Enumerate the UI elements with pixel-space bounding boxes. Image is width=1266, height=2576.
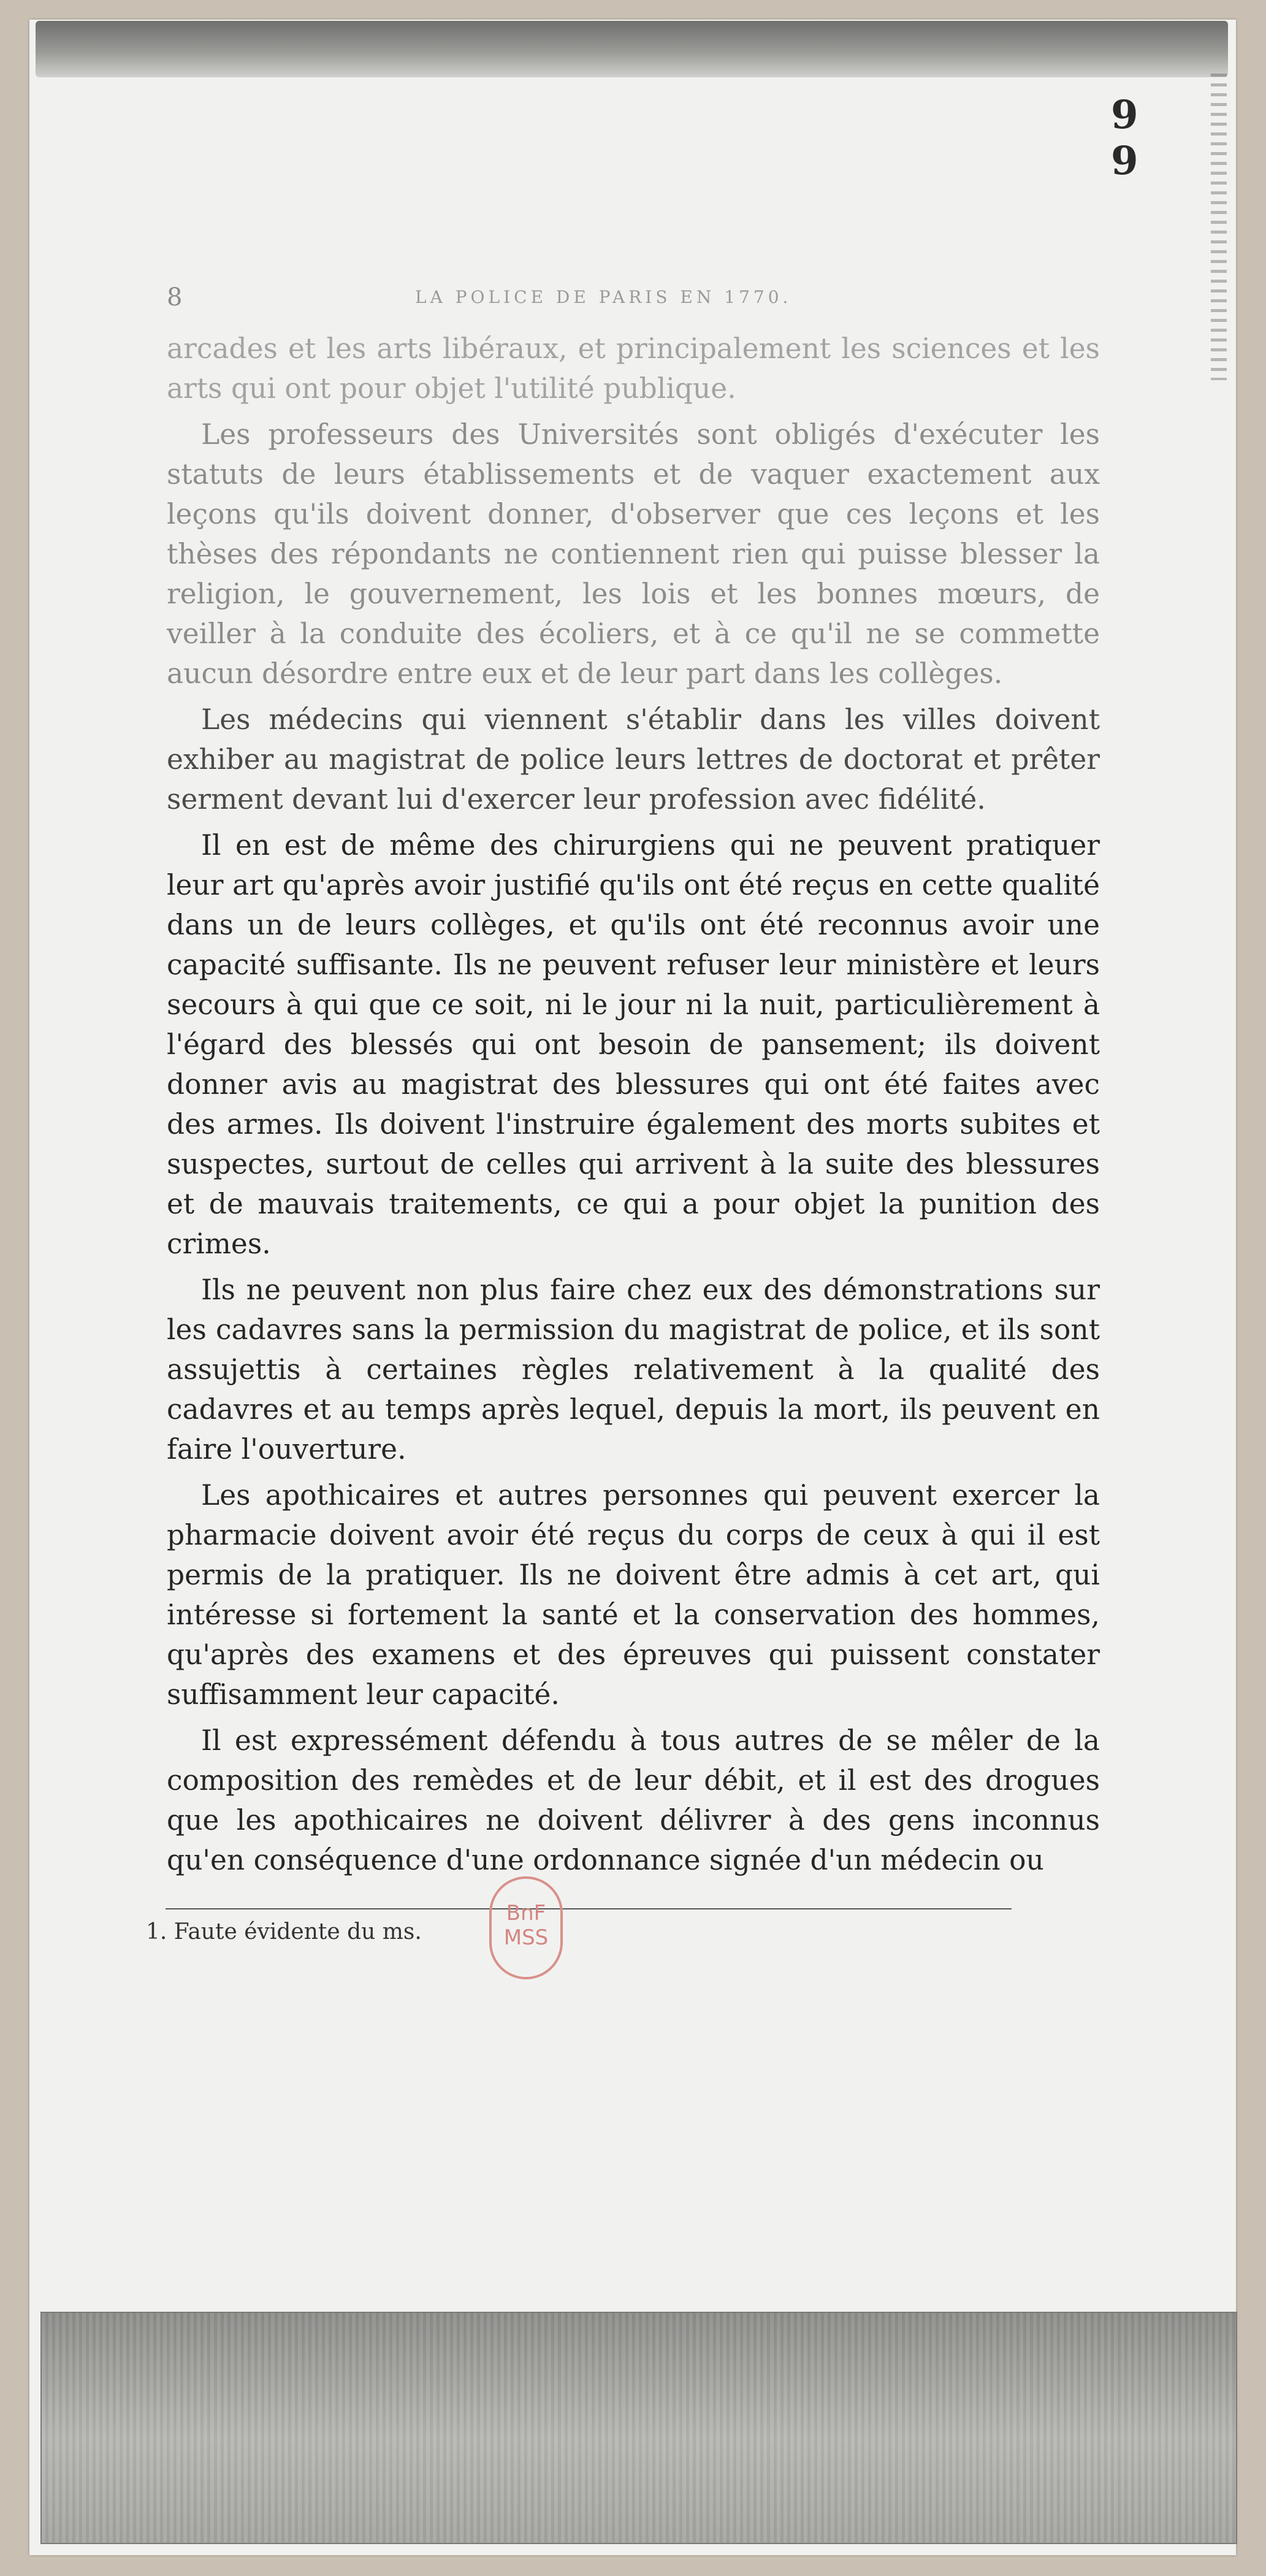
running-head-title: LA POLICE DE PARIS EN 1770. bbox=[415, 287, 792, 307]
footnote-rule bbox=[166, 1908, 1012, 1909]
scan-bottom-band bbox=[40, 2312, 1237, 2544]
paragraph: Ils ne peuvent non plus faire chez eux des démonstrations sur les cadavres sans la permission du magistrat de police, et ils sont assujettis à certaines règles relativement à la qualité des cadavres et au temps après lequel, depuis la mort, ils peuvent en faire l'ouverture. bbox=[167, 1274, 1100, 1466]
paragraph: arcades et les arts libéraux, et principalement les sciences et les arts qui ont pour objet l'utilité publique. bbox=[167, 332, 1100, 405]
stamp-line-2: MSS bbox=[503, 1925, 549, 1950]
paragraph: Les médecins qui viennent s'établir dans les villes doivent exhiber au magistrat de police leurs lettres de doctorat et prêter serment devant lui d'exercer leur profession avec fidélité. bbox=[167, 703, 1100, 816]
running-head-page-number: 8 bbox=[167, 283, 183, 311]
scan-top-band bbox=[36, 21, 1228, 77]
running-head bbox=[167, 283, 1099, 314]
body-text bbox=[167, 329, 1100, 1886]
paragraph: Il en est de même des chirurgiens qui ne peuvent pratiquer leur art qu'après avoir justifié qu'ils ont été reçus en cette qualité dans un de leurs collèges, et qu'ils ont été reconnus avoir une capacité suffisante. Ils ne peuvent refuser leur ministère et leurs secours à qui que ce soit, ni le jour ni la nuit, particulièrement à l'égard des blessés qui ont besoin de pansement; ils doivent donner avis au magistrat des blessures qui ont été faites avec des armes. Ils doivent l'instruire également des morts subites et suspectes, surtout de celles qui arrivent à la suite des blessures et de mauvais traitements, ce qui a pour objet la punition des crimes. bbox=[167, 829, 1100, 1260]
scan-edge-noise bbox=[1211, 74, 1227, 380]
stamp-line-1: BnF bbox=[506, 1901, 546, 1925]
paragraph: Les professeurs des Universités sont obligés d'exécuter les statuts de leurs établissements et de vaquer exactement aux leçons qu'ils doivent donner, d'observer que ces leçons et les thèses des répondants ne contiennent rien qui puisse blesser la religion, le gouvernement, les lois et les bonnes mœurs, de veiller à la conduite des écoliers, et à ce qu'il ne se commette aucun désordre entre eux et de leur part dans les collèges. bbox=[167, 418, 1100, 690]
library-stamp bbox=[489, 1876, 563, 1979]
paragraph: Il est expressément défendu à tous autres de se mêler de la composition des remèdes et de leur débit, et il est des drogues que les apothicaires ne doivent délivrer à des gens inconnus qu'en conséquence d'une ordonnance signée d'un médecin ou bbox=[167, 1724, 1100, 1876]
folio-number: 9 9 bbox=[1111, 92, 1147, 184]
paragraph: Les apothicaires et autres personnes qui peuvent exercer la pharmacie doivent avoir été reçus du corps de ceux à qui il est permis de la pratiquer. Ils ne doivent être admis à cet art, qui intéresse si fortement la santé et la conservation des hommes, qu'après des examens et des épreuves qui puissent constater suffisamment leur capacité. bbox=[167, 1479, 1100, 1711]
footnote: 1. Faute évidente du ms. bbox=[146, 1919, 422, 1944]
